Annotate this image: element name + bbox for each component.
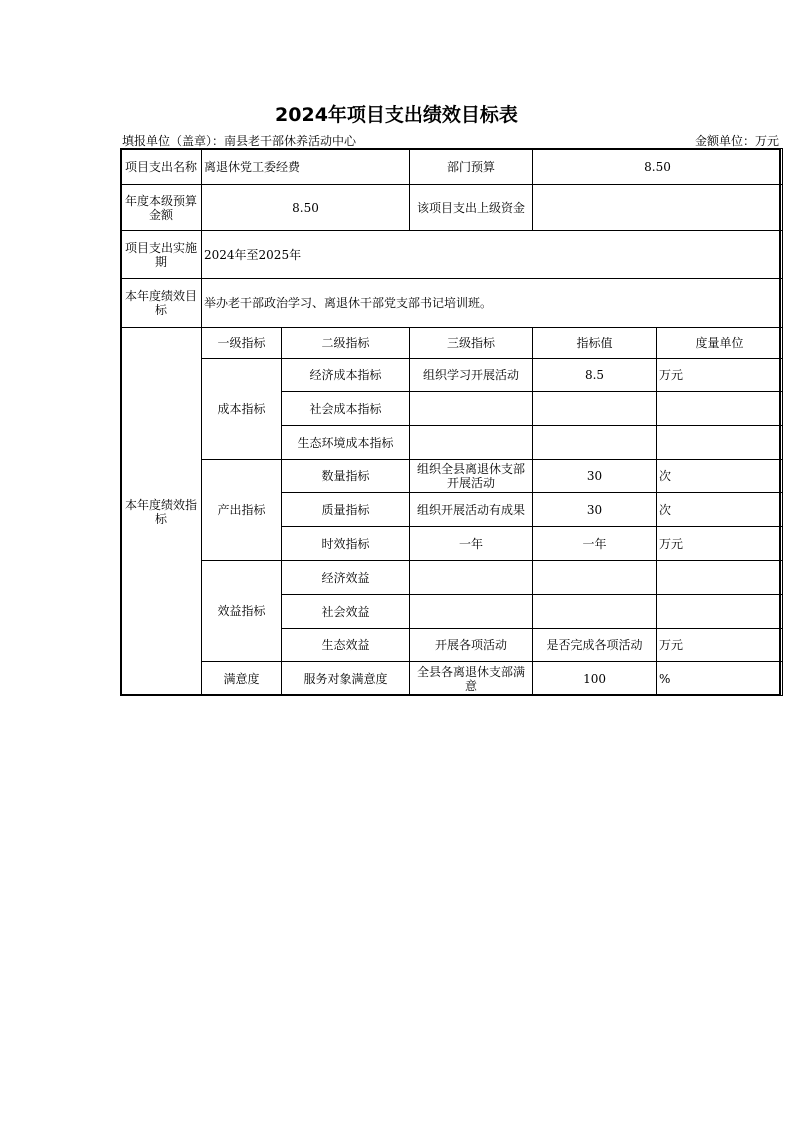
upper-funds-label: 该项目支出上级资金 bbox=[410, 185, 533, 231]
header-level1: 一级指标 bbox=[202, 328, 282, 359]
table-cell-value bbox=[533, 595, 657, 629]
table-cell-l2: 生态效益 bbox=[282, 629, 410, 662]
table-cell-l2: 服务对象满意度 bbox=[282, 662, 410, 696]
reporting-unit: 填报单位（盖章）：南县老干部休养活动中心 bbox=[122, 134, 357, 148]
table-cell-l3: 组织全县离退休支部开展活动 bbox=[410, 460, 533, 493]
header-level3: 三级指标 bbox=[410, 328, 533, 359]
header-level2: 二级指标 bbox=[282, 328, 410, 359]
indicator-section-label: 本年度绩效指标 bbox=[121, 328, 202, 696]
table-cell-l2: 经济效益 bbox=[282, 561, 410, 595]
page-title: 2024年项目支出绩效目标表 bbox=[275, 104, 518, 126]
table-cell-value bbox=[533, 561, 657, 595]
table-cell-l2: 社会效益 bbox=[282, 595, 410, 629]
table-cell-value bbox=[533, 392, 657, 426]
cost-indicator-label: 成本指标 bbox=[202, 359, 282, 460]
table-cell-l3: 组织学习开展活动 bbox=[410, 359, 533, 392]
table-cell-l3: 一年 bbox=[410, 527, 533, 561]
table-cell-unit: 万元 bbox=[657, 527, 783, 561]
table-cell-value: 一年 bbox=[533, 527, 657, 561]
amount-unit: 金额单位：万元 bbox=[694, 134, 779, 148]
goal-value: 举办老干部政治学习、离退休干部党支部书记培训班。 bbox=[202, 279, 783, 328]
table-cell-value: 是否完成各项活动 bbox=[533, 629, 657, 662]
table-cell-l2: 经济成本指标 bbox=[282, 359, 410, 392]
table-cell-unit: % bbox=[657, 662, 783, 696]
period-label: 项目支出实施期 bbox=[121, 231, 202, 279]
table-cell-unit bbox=[657, 595, 783, 629]
table-cell-unit bbox=[657, 426, 783, 460]
upper-funds-value bbox=[533, 185, 783, 231]
table-cell-value: 30 bbox=[533, 493, 657, 527]
satisfaction-indicator-label: 满意度 bbox=[202, 662, 282, 696]
output-indicator-label: 产出指标 bbox=[202, 460, 282, 561]
goal-label: 本年度绩效目标 bbox=[121, 279, 202, 328]
table-cell-value: 100 bbox=[533, 662, 657, 696]
table-cell-l3: 组织开展活动有成果 bbox=[410, 493, 533, 527]
table-cell-unit: 万元 bbox=[657, 359, 783, 392]
table-cell-l2: 时效指标 bbox=[282, 527, 410, 561]
header-value: 指标值 bbox=[533, 328, 657, 359]
table-cell-unit: 次 bbox=[657, 460, 783, 493]
table-cell-l3: 全县各离退休支部满意 bbox=[410, 662, 533, 696]
period-value: 2024年至2025年 bbox=[202, 231, 783, 279]
table-cell-value bbox=[533, 426, 657, 460]
table-cell-unit bbox=[657, 561, 783, 595]
dept-budget-value: 8.50 bbox=[533, 149, 783, 185]
table-cell-value: 30 bbox=[533, 460, 657, 493]
table-cell-l3 bbox=[410, 392, 533, 426]
table-cell-l2: 生态环境成本指标 bbox=[282, 426, 410, 460]
table-cell-l3: 开展各项活动 bbox=[410, 629, 533, 662]
benefit-indicator-label: 效益指标 bbox=[202, 561, 282, 662]
project-name-label: 项目支出名称 bbox=[121, 149, 202, 185]
project-name-value: 离退休党工委经费 bbox=[202, 149, 410, 185]
table-cell-l2: 数量指标 bbox=[282, 460, 410, 493]
table-cell-l2: 社会成本指标 bbox=[282, 392, 410, 426]
annual-budget-value: 8.50 bbox=[202, 185, 410, 231]
table-cell-l3 bbox=[410, 426, 533, 460]
table-cell-l2: 质量指标 bbox=[282, 493, 410, 527]
table-cell-l3 bbox=[410, 561, 533, 595]
annual-budget-label: 年度本级预算金额 bbox=[121, 185, 202, 231]
table-cell-value: 8.5 bbox=[533, 359, 657, 392]
table-cell-unit: 次 bbox=[657, 493, 783, 527]
table-cell-unit: 万元 bbox=[657, 629, 783, 662]
dept-budget-label: 部门预算 bbox=[410, 149, 533, 185]
header-unit: 度量单位 bbox=[657, 328, 783, 359]
performance-table bbox=[120, 148, 783, 696]
table-cell-unit bbox=[657, 392, 783, 426]
table-cell-l3 bbox=[410, 595, 533, 629]
